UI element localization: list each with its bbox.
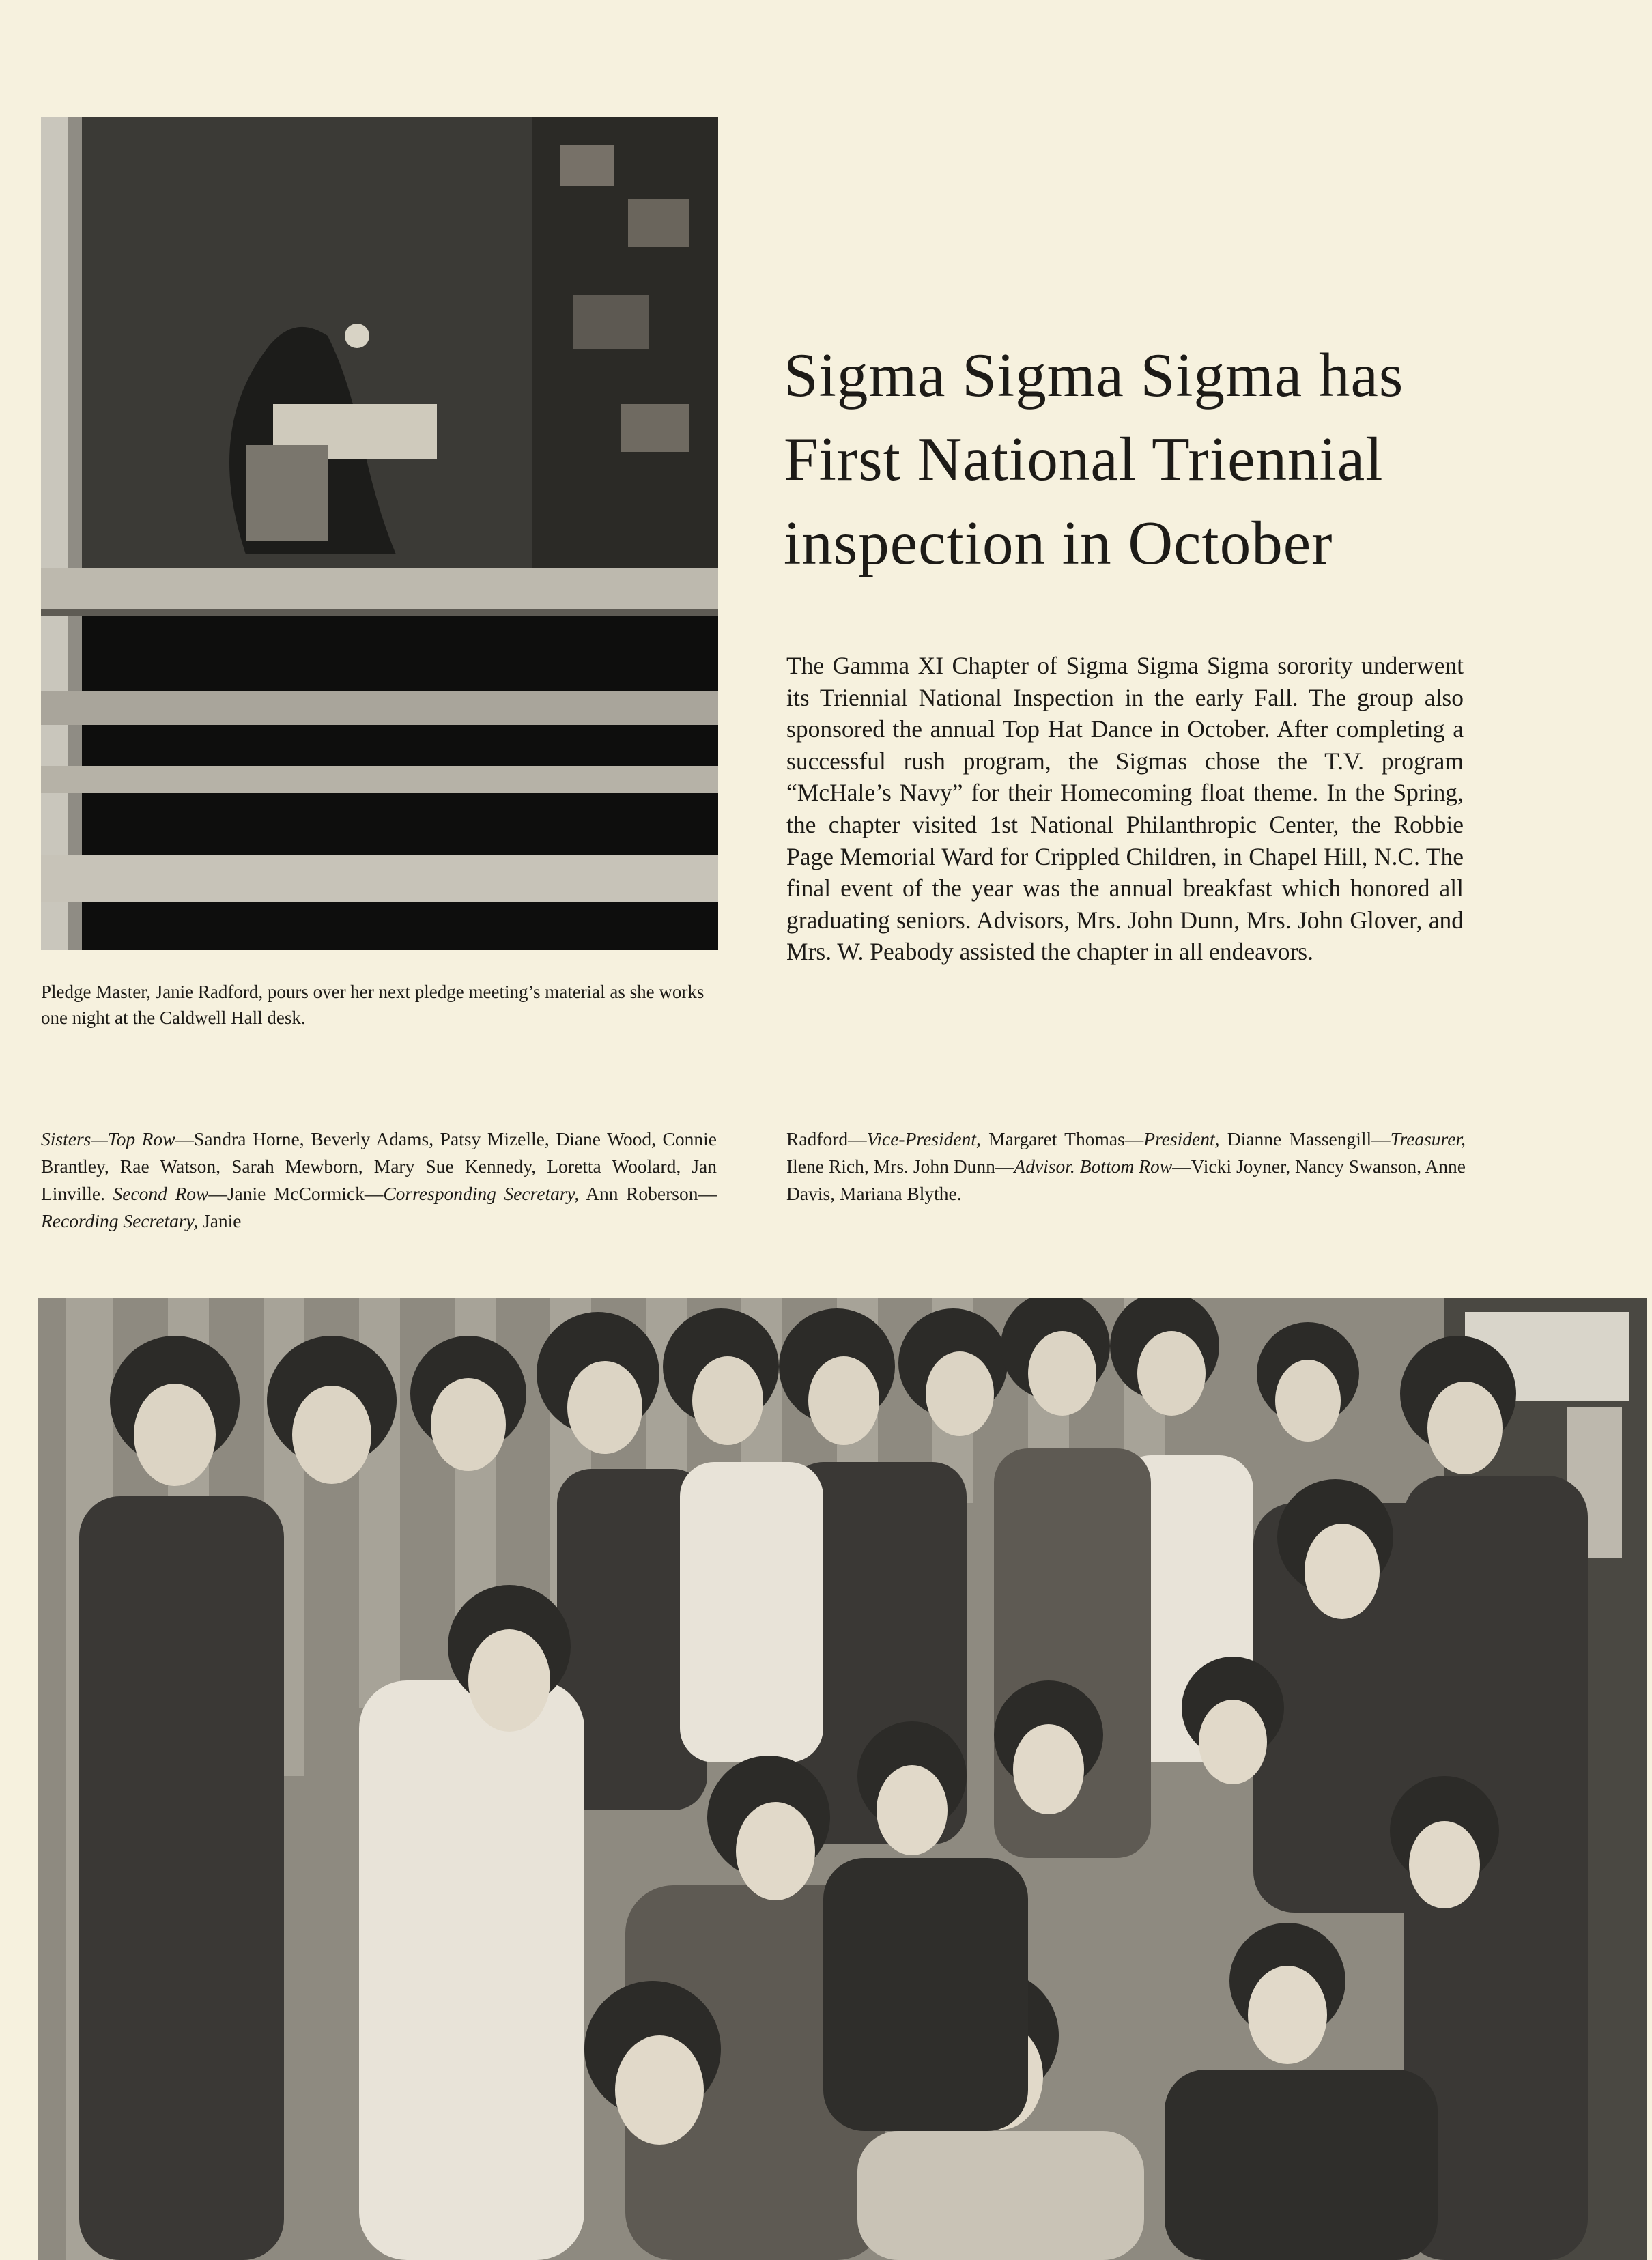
roster-segment: —Vicki Joyner, Nancy Swanson, Anne Davis, Mariana Blythe. xyxy=(786,1156,1466,1204)
roster-left xyxy=(41,1126,717,1235)
roster-segment: Dianne Massengill— xyxy=(1219,1128,1391,1149)
roster-segment: President, xyxy=(1143,1128,1220,1149)
roster-segment: Second Row xyxy=(113,1183,209,1204)
headline-line: inspection in October xyxy=(784,509,1333,577)
roster-segment: Janie xyxy=(198,1210,242,1231)
group-photo xyxy=(38,1298,1647,2260)
roster-segment: Margaret Thomas— xyxy=(980,1128,1144,1149)
article-body: The Gamma XI Chapter of Sigma Sigma Sigma sorority underwent its Triennial National Inspection in the early Fall. The group also sponsored the annual Top Hat Dance in October. After completing a successful rush program, the Sigmas chose the T.V. program “McHale’s Navy” for their Homecoming float theme. In the Spring, the chapter visited 1st National Philanthropic Center, the Robbie Page Memorial Ward for Crippled Children, in Chapel Hill, N.C. The final event of the year was the annual breakfast which honored all graduating seniors. Advisors, Mrs. John Dunn, Mrs. John Glover, and Mrs. W. Peabody assisted the chapter in all endeavors. xyxy=(786,652,1464,966)
headline-line: First National Triennial xyxy=(784,425,1384,494)
roster-segment: Vice-President, xyxy=(866,1128,981,1149)
roster-segment: Ilene Rich, Mrs. John Dunn— xyxy=(786,1156,1014,1177)
pledge-master-photo xyxy=(41,117,718,950)
roster-right xyxy=(786,1126,1466,1207)
photo-caption: Pledge Master, Janie Radford, pours over her next pledge meeting’s material as she works one night at the Caldwell Hall desk. xyxy=(41,982,704,1028)
roster-segment: Ann Roberson— xyxy=(579,1183,717,1204)
roster-segment: —Sandra Horne, Beverly Adams, Patsy Mizelle, Diane Wood, Connie Brantley, Rae Watson, Sarah Mewborn, Mary Sue Kennedy, Loretta Woolard, Jan Linville. xyxy=(41,1128,717,1204)
roster-segment: Treasurer, xyxy=(1390,1128,1466,1149)
roster-segment: Corresponding Secretary, xyxy=(383,1183,580,1204)
article-headline xyxy=(784,333,1507,585)
roster-segment: Sisters—Top Row xyxy=(41,1128,175,1149)
roster-segment: Radford— xyxy=(786,1128,867,1149)
headline-line: Sigma Sigma Sigma has xyxy=(784,341,1404,410)
roster-segment: —Janie McCormick— xyxy=(208,1183,384,1204)
roster-segment: Recording Secretary, xyxy=(41,1210,199,1231)
roster-segment: Advisor. Bottom Row xyxy=(1014,1156,1173,1177)
